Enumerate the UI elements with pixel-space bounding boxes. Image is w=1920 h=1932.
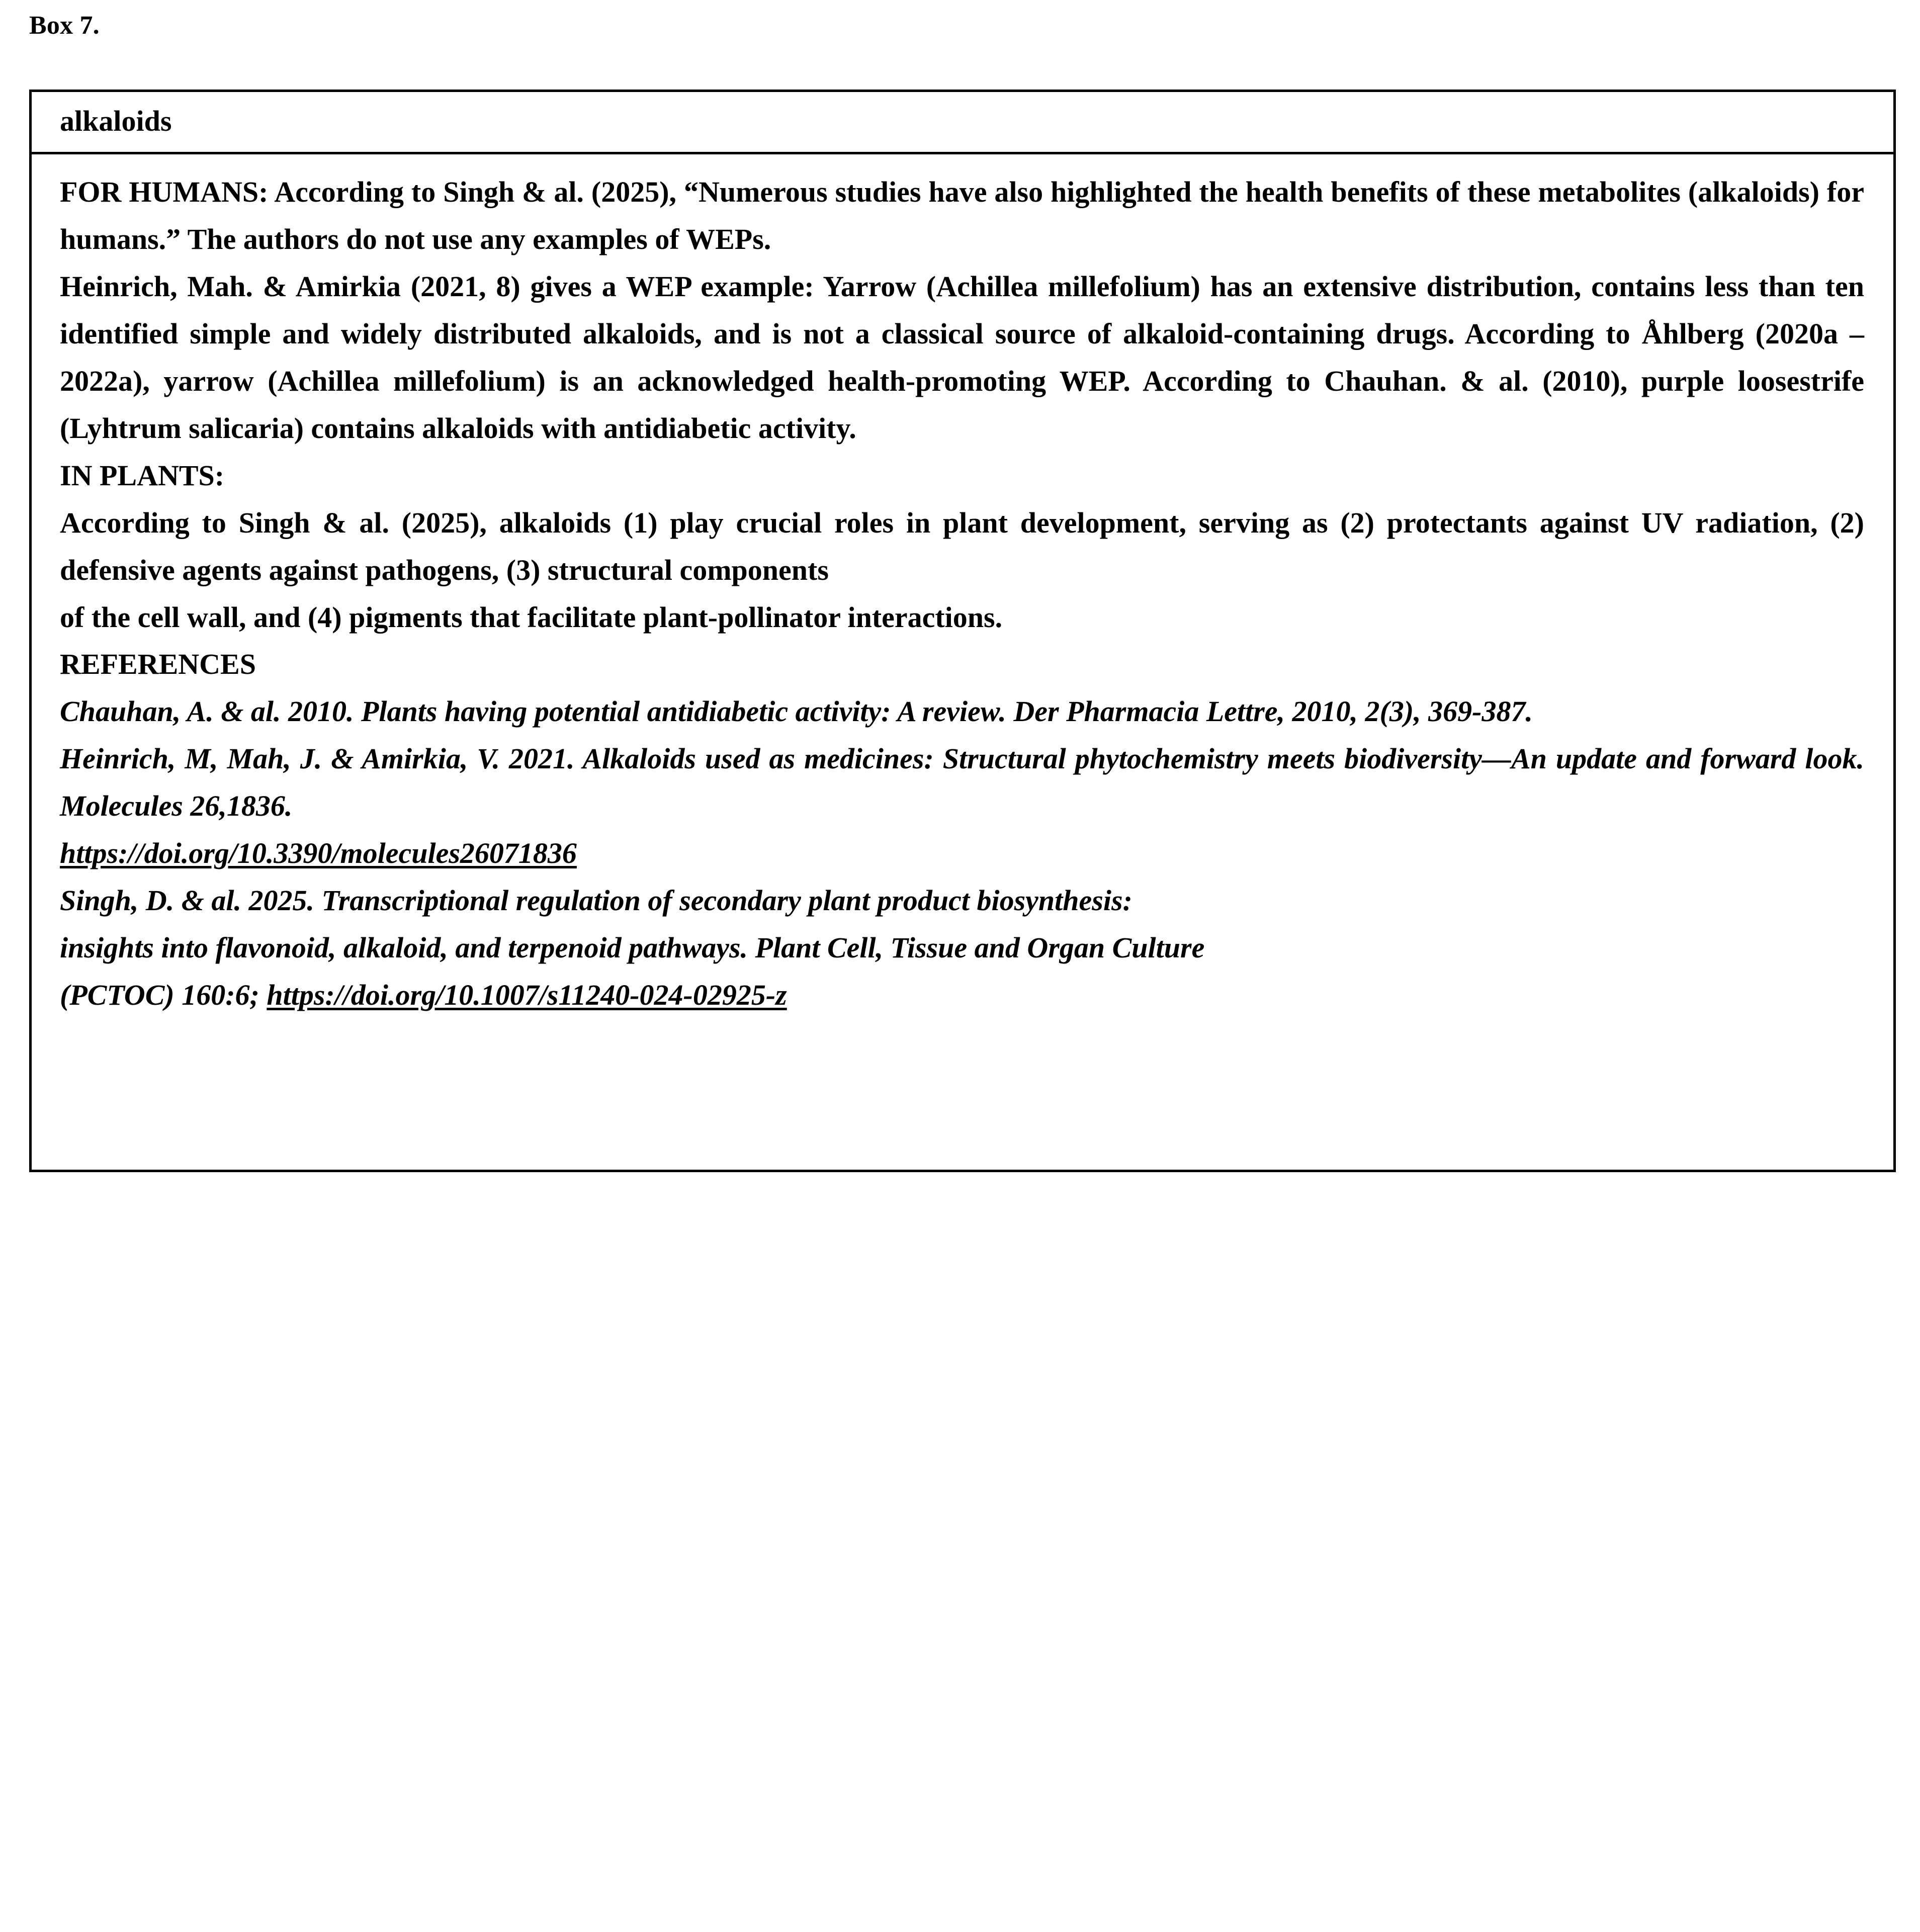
paragraph-for-humans-2: Heinrich, Mah. & Amirkia (2021, 8) gives a WEP example: Yarrow (Achillea millefolium) has an extensive distribution, contains less than ten identified simple and widely distributed alkaloids, and is not a classical source of alkaloid-containing drugs. According to Åhlberg (2020a – 2022a), yarrow (Achillea millefolium) is an acknowledged health-promoting WEP. According to Chauhan. & al. (2010), purple loosestrife (Lyhtrum salicaria) contains alkaloids with antidiabetic activity. — [60, 270, 1864, 445]
reference-heinrich-2021-text: Heinrich, M, Mah, J. & Amirkia, V. 2021. Alkaloids used as medicines: Structural phytochemistry meets biodiversity—An update and forward look. Molecules 26,1836. — [60, 742, 1864, 823]
heading-in-plants: IN PLANTS: — [60, 459, 225, 492]
doi-link-pctoc[interactable]: https://doi.org/10.1007/s11240-024-02925-z — [267, 979, 787, 1012]
box-caption: Box 7. — [29, 11, 100, 40]
reference-heinrich-2021 — [60, 735, 1864, 830]
doi-link-molecules[interactable]: https://doi.org/10.3390/molecules26071836 — [60, 837, 577, 870]
reference-singh-2025-line-2: insights into flavonoid, alkaloid, and terpenoid pathways. Plant Cell, Tissue and Organ Culture — [60, 931, 1205, 964]
box-table — [29, 90, 1896, 1172]
reference-chauhan-2010: Chauhan, A. & al. 2010. Plants having potential antidiabetic activity: A review. Der Pharmacia Lettre, 2010, 2(3), 369-387. — [60, 695, 1533, 728]
reference-singh-2025-line-3 — [60, 972, 1864, 1019]
reference-singh-2025-line-1: Singh, D. & al. 2025. Transcriptional regulation of secondary plant product biosynthesis: — [60, 884, 1132, 917]
reference-singh-2025-pctoc: (PCTOC) 160:6; — [60, 979, 267, 1012]
box-header-row — [32, 92, 1893, 154]
heading-references: REFERENCES — [60, 648, 256, 681]
box-title: alkaloids — [60, 105, 172, 137]
paragraph-for-humans-1: FOR HUMANS: According to Singh & al. (2025), “Numerous studies have also highlighted the health benefits of these metabolites (alkaloids) for humans.” The authors do not use any examples of WEPs. — [60, 175, 1864, 255]
box-body-row — [32, 154, 1893, 1170]
reference-heinrich-2021-doi-line — [60, 830, 1864, 877]
paragraph-in-plants-2: of the cell wall, and (4) pigments that facilitate plant-pollinator interactions. — [60, 600, 1003, 634]
paragraph-in-plants-1: According to Singh & al. (2025), alkaloids (1) play crucial roles in plant development, serving as (2) protectants against UV radiation, (2) defensive agents against pathogens, (3) structural components — [60, 506, 1864, 586]
